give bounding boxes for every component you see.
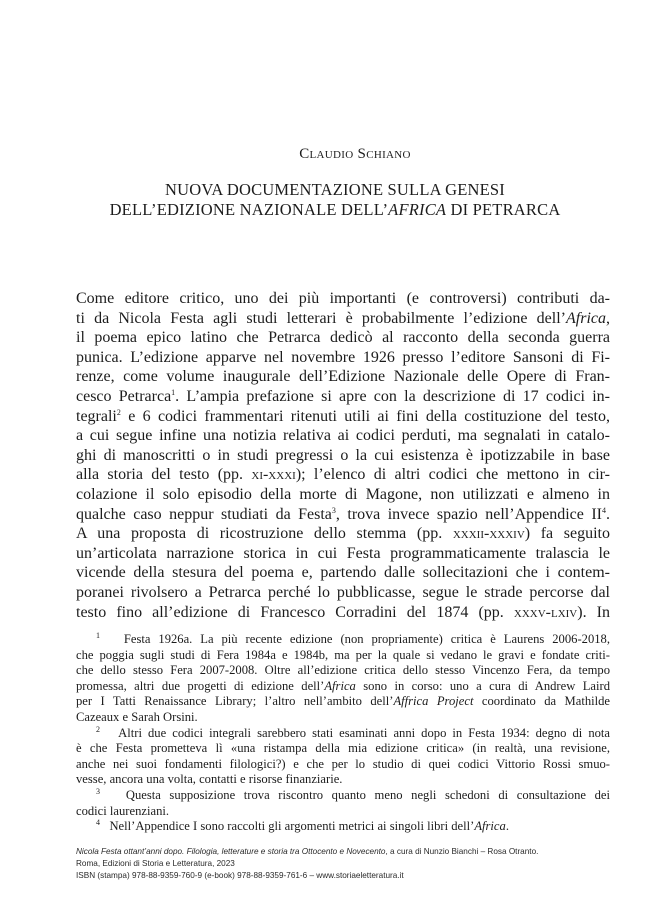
footer-citation: Nicola Festa ottant’anni dopo. Filologia, letterature e storia tra Ottocento e Novecento, a cura di Nunzio Bianchi – Rosa Otranto. [76,847,539,856]
footnote-ref[interactable]: 3 [331,505,336,515]
footnote-1-line: promessa, altri due progetti di edizione dell’Africa sono in corso: uno a cura di Andrew Laird [76,678,610,693]
footnote-2-line: anche nei suoi fondamenti filologici?) e che per lo studio di quei codici Vittorio Rossi smuo- [76,756,610,771]
footnote-3-line: $^3$ Questa supposizione trova riscontro quanto meno negli schedoni di consultazione dei [96,786,610,802]
footnote-1-line: $^1$ Festa 1926a. La più recente edizione (non propriamente) critica è Laurens 2006-2018, [96,631,610,646]
body-line: A una proposta di ricostruzione dello stemma (pp. xxxii-xxxiv) fa seguito [76,525,610,543]
body-line: cesco Petrarca$^1$. L’ampia prefazione si apre con la descrizione di 17 codici in- [76,387,610,405]
footnote-ref[interactable]: 1 [171,387,176,397]
body-line: punica. L’edizione apparve nel novembre 1926 presso l’editore Sansoni di Fi- [76,348,610,366]
footnote-ref[interactable]: 4 [602,505,607,515]
chapter-title [60,180,610,220]
footnote-1-line: che poggia sugli studi di Fera 1984a e 1984b, ma per la quale si vedano le gravi e fondate criti- [76,647,610,662]
footnote-2-line: $^2$ Altri due codici integrali sarebbero stati esaminati anni dopo in Festa 1934: degno di nota [96,724,611,740]
body-line: il poema epico latino che Petrarca dedicò al racconto della seconda guerra [76,329,610,347]
body-line: ghi di manoscritti o in studi pregressi o la cui esistenza è ipotizzabile in base [76,446,610,464]
body-line: tegrali$^2$ e 6 codici frammentari ritenuti utili ai fini della costituzione del testo, [76,407,610,425]
body-line: poranei rivolsero a Petrarca perché lo pubblicasse, segue le strade percorse dal [76,583,610,601]
body-line: alla storia del testo (pp. xi-xxxi); l’elenco di altri codici che mettono in cir- [76,466,610,484]
footnotes [76,632,610,835]
footnote-ref[interactable]: 2 [116,407,121,417]
author-name: Claudio Schiano [299,146,411,162]
footer-isbn: ISBN (stampa) 978-88-9359-760-9 (e-book) 978-88-9359-761-6 – www.storiaeletteratura.it [76,871,404,880]
footnote-number: 4 [96,818,100,828]
main-text [76,289,610,622]
footnote-number: 2 [96,724,100,734]
footer-publisher: Roma, Edizioni di Storia e Letteratura, 2023 [76,859,235,868]
footnote-number: 1 [96,631,100,640]
body-line: vicende della stesura del poema e, partendo dalle sollecitazioni che i contem- [76,564,610,582]
title-italic-africa: AFRICA [388,200,447,219]
body-line: a cui segue infine una notizia relativa ai codici perduti, ma segnalati in catalo- [76,427,610,445]
body-line: renze, come volume inaugurale dell’Edizione Nazionale delle Opere di Fran- [76,368,610,386]
footnote-1-line: Cazeaux e Sarah Orsini. [76,709,198,724]
footnote-2-line: è che Festa prometteva lì «una ristampa della mia edizione critica» (in realtà, una revisione, [76,741,610,756]
body-line: colazione il solo episodio della morte di Magone, non utilizzati e almeno in [76,485,610,503]
title-line-1: NUOVA DOCUMENTAZIONE SULLA GENESI [164,180,505,199]
footnote-1-line: che dello stesso Fera 2007-2008. Oltre all’edizione critica dello stesso Vincenzo Fera, da tempo [76,663,610,678]
body-line: Come editore critico, uno dei più importanti (e controversi) contributi da- [76,290,610,307]
body-line: un’articolata narrazione storica in cui Festa programmaticamente tralascia le [76,544,610,562]
footnote-4-line: $^4$ Nell’Appendice I sono raccolti gli argomenti metrici ai singoli libri dell’Africa. [96,818,509,834]
footnote-number: 3 [96,786,100,796]
body-line: ti da Nicola Festa agli studi letterari è probabilmente l’edizione dell’Africa, [76,309,610,327]
footnote-3-line: codici laurenziani. [76,803,170,818]
publication-footer [76,846,616,882]
body-line: testo fino all’edizione di Francesco Corradini del 1874 (pp. xxxv-lxiv). In [76,603,611,621]
footnote-2-line: vesse, ancora una volta, contatti e risorse finanziarie. [76,772,343,787]
title-line-2: DELL’EDIZIONE NAZIONALE DELL’AFRICA DI PETRARCA [109,200,561,219]
body-line: qualche caso neppur studiati da Festa$^3$, trova invece spazio nell’Appendice $II^4$. [76,505,611,523]
footnote-1-line: per I Tatti Renaissance Library; l’altro nell’ambito dell’Affrica Project coordinato da Mathilde [76,694,610,709]
